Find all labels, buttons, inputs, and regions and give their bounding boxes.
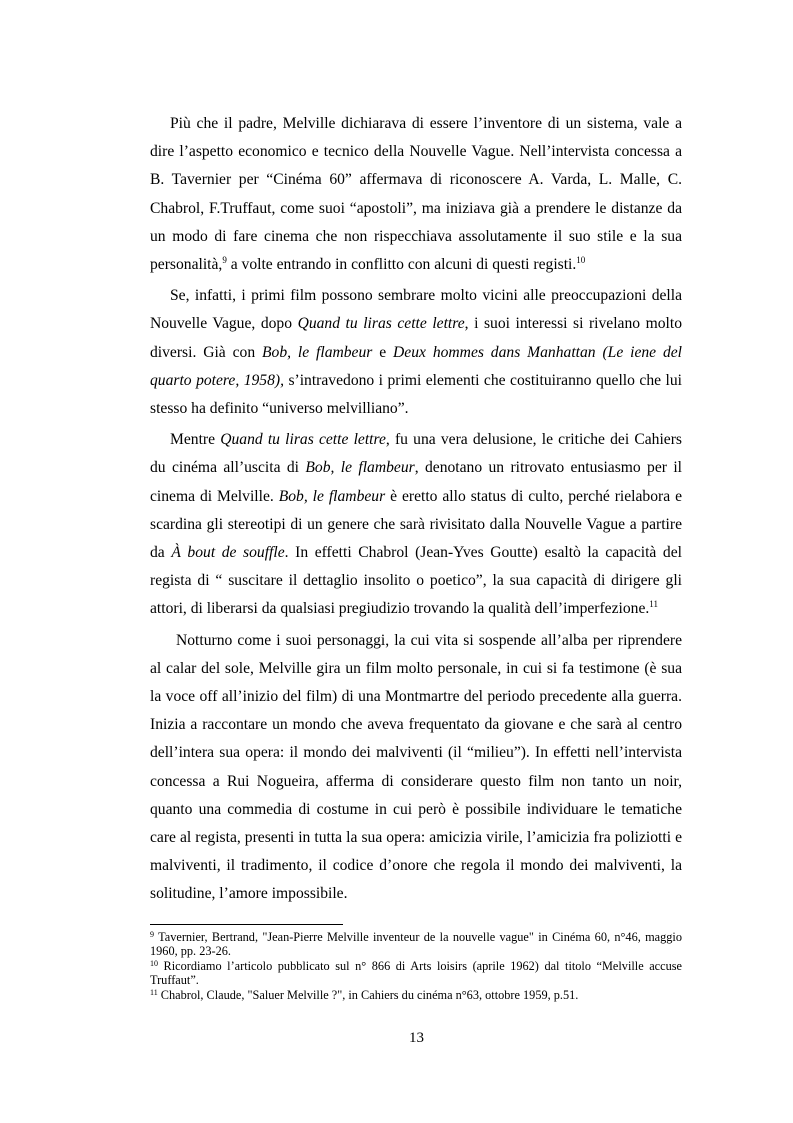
footnote-number: 11: [150, 988, 158, 997]
paragraph-segment: . In effetti Chabrol (Jean-Yves Goutte) esaltò la capacità del regista di “ suscitare il dettaglio insolito o poetico”, la sua capacità di dirigere gli attori, di liberarsi da qualsiasi pregiudizio trovando la qualità dell’imperfezione.: [150, 544, 682, 618]
footnote-10: [150, 959, 682, 987]
paragraph-1: [150, 110, 682, 279]
paragraph-segment: Mentre: [170, 431, 221, 449]
footnote-text: Ricordiamo l’articolo pubblicato sul n° 866 di Arts loisirs (aprile 1962) dal titolo “Melville accuse Truffaut”.: [150, 959, 682, 987]
film-title: Bob, le flambeur: [278, 487, 386, 505]
paragraph-segment: a volte entrando in conflitto con alcuni di questi registi.: [226, 256, 577, 274]
paragraph-segment: Più che il padre, Melville dichiarava di essere l’inventore di un sistema, vale a dire l’aspetto economico e tecnico della Nouvelle Vague. Nell’intervista concessa a B. Tavernier per “Cinéma 60” affermava di riconoscere A. Varda, L. Malle, C. Chabrol, F.Truffaut, come suoi “apostoli”, ma iniziava già a prendere le distanze da un modo di fare cinema che non rispecchiava assolutamente il suo stile e la sua personalità,: [150, 115, 682, 274]
film-title: À bout de souffle: [171, 544, 285, 562]
page-number: 13: [409, 1030, 424, 1046]
paragraph-3: [150, 426, 682, 623]
footnote-11: [150, 988, 682, 1002]
paragraph-segment: , i suoi interessi si rivelano molto diversi. Già con: [150, 315, 682, 361]
paragraph-2: [150, 282, 682, 423]
paragraph-segment: s’intravedono i primi elementi che costituiranno quello che lui stesso ha definito “universo melvilliano”.: [150, 371, 682, 418]
footnote-ref-11[interactable]: 11: [649, 599, 658, 610]
body-text: [150, 110, 682, 909]
footnote-number: 10: [150, 959, 158, 968]
paragraph-segment: , fu una vera delusione, le critiche dei Cahiers du cinéma all’uscita di: [150, 431, 682, 477]
paragraph-segment: , denotano un ritrovato entusiasmo per il cinema di Melville.: [150, 459, 683, 505]
footnote-ref-9[interactable]: 9: [222, 255, 227, 266]
footnote-ref-10[interactable]: 10: [576, 255, 586, 266]
footnote-number: 9: [150, 930, 154, 939]
footnote-separator: [150, 924, 343, 925]
footnotes: [150, 930, 682, 1003]
paragraph-4: [150, 627, 682, 909]
footnote-text: Chabrol, Claude, "Saluer Melville ?", in Cahiers du cinéma n°63, ottobre 1959, p.51.: [157, 988, 579, 1002]
paragraph-segment: Notturno come i suoi personaggi, la cui vita si sospende all’alba per riprendere al calar del sole, Melville gira un film molto personale, in cui si fa testimone (è sua la voce off all’inizio del film) di una Montmartre del periodo precedente alla guerra. Inizia a raccontare un mondo che aveva frequentato da giovane e che sarà al centro dell’intera sua opera: il mondo dei malviventi (il “milieu”). In effetti nell’intervista concessa a Rui Nogueira, afferma di considerare questo film non tanto un noir, quanto una commedia di costume in cui però è possibile individuare le tematiche care al regista, presenti in tutta la sua opera: amicizia virile, l’amicizia fra poliziotti e malviventi, il tradimento, il codice d’onore che regola il mondo dei malviventi, la solitudine, l’amore impossibile.: [150, 631, 682, 903]
film-title: Deux hommes dans Manhattan (Le iene del quarto potere, 1958),: [150, 343, 683, 389]
film-title: Bob, le flambeur: [305, 459, 415, 477]
film-title: Bob, le flambeur: [262, 343, 373, 361]
film-title: Quand tu liras cette lettre: [297, 315, 465, 333]
footnote-text: Tavernier, Bertrand, "Jean-Pierre Melville inventeur de la nouvelle vague" in Cinéma 60, n°46, maggio 1960, pp. 23-26.: [150, 930, 682, 958]
paragraph-segment: è eretto allo status di culto, perché rielabora e scardina gli stereotipi di un genere che sarà rivisitato dalla Nouvelle Vague a partire da: [150, 487, 682, 562]
footnote-9: [150, 930, 682, 958]
paragraph-segment: Se, infatti, i primi film possono sembrare molto vicini alle preoccupazioni della Nouvelle Vague, dopo: [150, 287, 682, 333]
film-title: Quand tu liras cette lettre: [220, 431, 386, 449]
paragraph-segment: e: [372, 343, 394, 361]
